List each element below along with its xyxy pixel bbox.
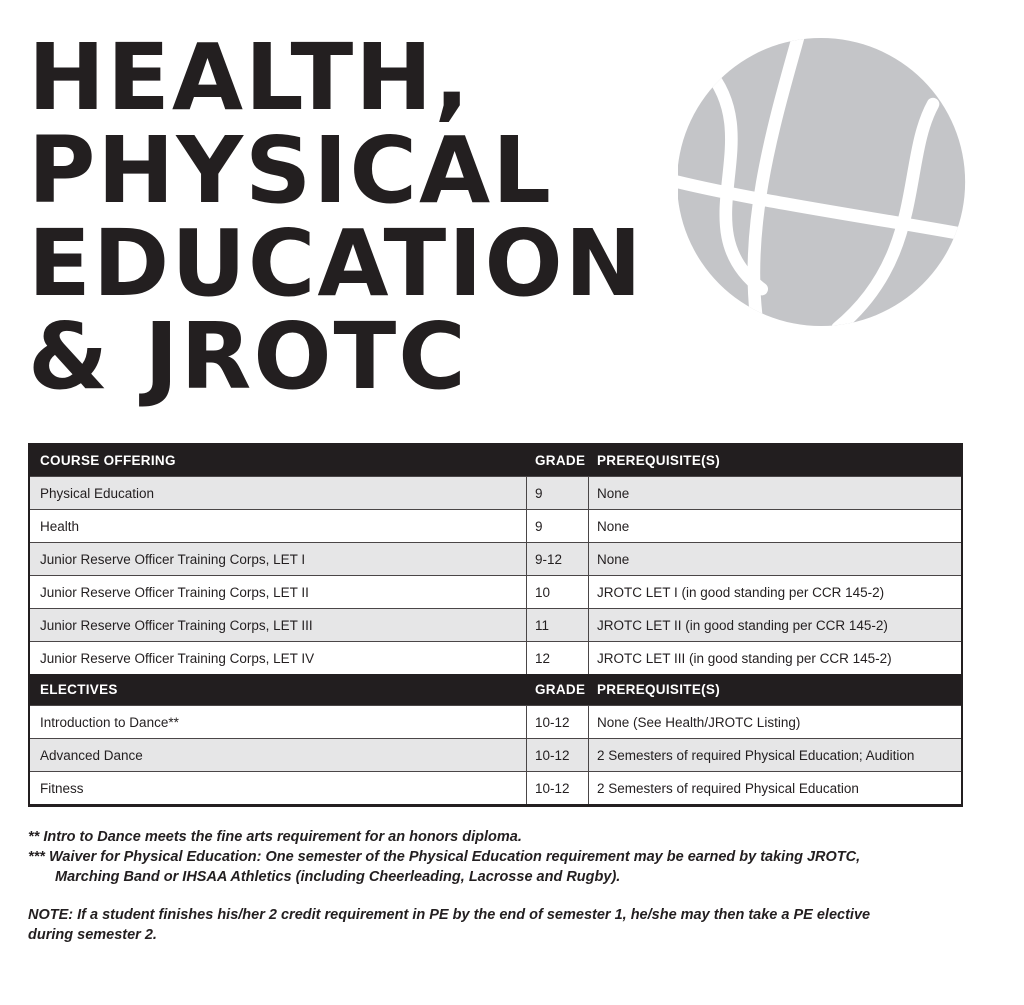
- grade-cell: 10-12: [527, 706, 589, 738]
- page-title-line-1: HEALTH,: [28, 24, 472, 131]
- page-title-line-4: & JROTC: [28, 303, 468, 410]
- grade-cell: 10: [527, 576, 589, 608]
- grade-cell: 9: [527, 510, 589, 542]
- course-cell: Advanced Dance: [30, 739, 527, 771]
- prereq-cell: JROTC LET III (in good standing per CCR 145-2): [597, 650, 892, 666]
- table-row: [30, 705, 961, 738]
- note-line-2: during semester 2.: [28, 927, 157, 943]
- footnote-pe-waiver: [28, 847, 968, 887]
- footnote-intro-dance: ** Intro to Dance meets the fine arts requirement for an honors diploma.: [28, 829, 522, 845]
- grade-cell: 12: [527, 642, 589, 674]
- course-cell: Junior Reserve Officer Training Corps, LET III: [30, 609, 527, 641]
- table-header-electives: [30, 674, 961, 705]
- grade-cell: 9-12: [527, 543, 589, 575]
- table-row: [30, 575, 961, 608]
- prereq-cell: None: [597, 518, 630, 534]
- course-cell: Fitness: [30, 772, 527, 804]
- grade-cell: 9: [527, 477, 589, 509]
- page-title: [28, 24, 644, 410]
- footnotes: [28, 827, 968, 945]
- table-row: [30, 608, 961, 641]
- header-grade-cell: GRADE: [535, 682, 586, 697]
- header-course-cell: ELECTIVES: [40, 682, 118, 697]
- basketball-icon: [678, 36, 970, 328]
- grade-cell: 10-12: [527, 739, 589, 771]
- header-course-cell: COURSE OFFERING: [40, 453, 176, 468]
- table-header-course-offering: [30, 445, 961, 476]
- prereq-cell: 2 Semesters of required Physical Education: [597, 780, 859, 796]
- table-row: [30, 641, 961, 674]
- header-grade-cell: GRADE: [535, 453, 586, 468]
- prereq-cell: JROTC LET I (in good standing per CCR 145-2): [597, 584, 885, 600]
- table-row: [30, 476, 961, 509]
- grade-cell: 10-12: [527, 772, 589, 804]
- prereq-cell: None (See Health/JROTC Listing): [597, 714, 801, 730]
- note-pe-elective: [28, 905, 968, 945]
- page-title-line-3: EDUCATION: [28, 210, 644, 317]
- prereq-cell: JROTC LET II (in good standing per CCR 145-2): [597, 617, 888, 633]
- header-prereq-cell: PREREQUISITE(S): [597, 682, 721, 697]
- page-title-line-2: PHYSICAL: [28, 117, 553, 224]
- header-prereq-cell: PREREQUISITE(S): [597, 453, 721, 468]
- footnote-pe-waiver-line-1: *** Waiver for Physical Education: One semester of the Physical Education requirement may be earned by taking JROTC,: [28, 849, 861, 865]
- table-row: [30, 738, 961, 771]
- table-row: [30, 542, 961, 575]
- table-row: [30, 771, 961, 804]
- course-cell: Physical Education: [30, 477, 527, 509]
- course-cell: Junior Reserve Officer Training Corps, LET I: [30, 543, 527, 575]
- table-row: [30, 509, 961, 542]
- footnote-pe-waiver-line-2: Marching Band or IHSAA Athletics (including Cheerleading, Lacrosse and Rugby).: [55, 869, 621, 885]
- grade-cell: 11: [527, 609, 589, 641]
- note-line-1: NOTE: If a student finishes his/her 2 credit requirement in PE by the end of semester 1, he/she may then take a PE elective: [28, 907, 871, 923]
- course-cell: Junior Reserve Officer Training Corps, LET IV: [30, 642, 527, 674]
- prereq-cell: None: [597, 551, 630, 567]
- prereq-cell: None: [597, 485, 630, 501]
- course-cell: Junior Reserve Officer Training Corps, LET II: [30, 576, 527, 608]
- course-table: [28, 443, 963, 807]
- prereq-cell: 2 Semesters of required Physical Education; Audition: [597, 747, 915, 763]
- course-cell: Introduction to Dance**: [30, 706, 527, 738]
- course-cell: Health: [30, 510, 527, 542]
